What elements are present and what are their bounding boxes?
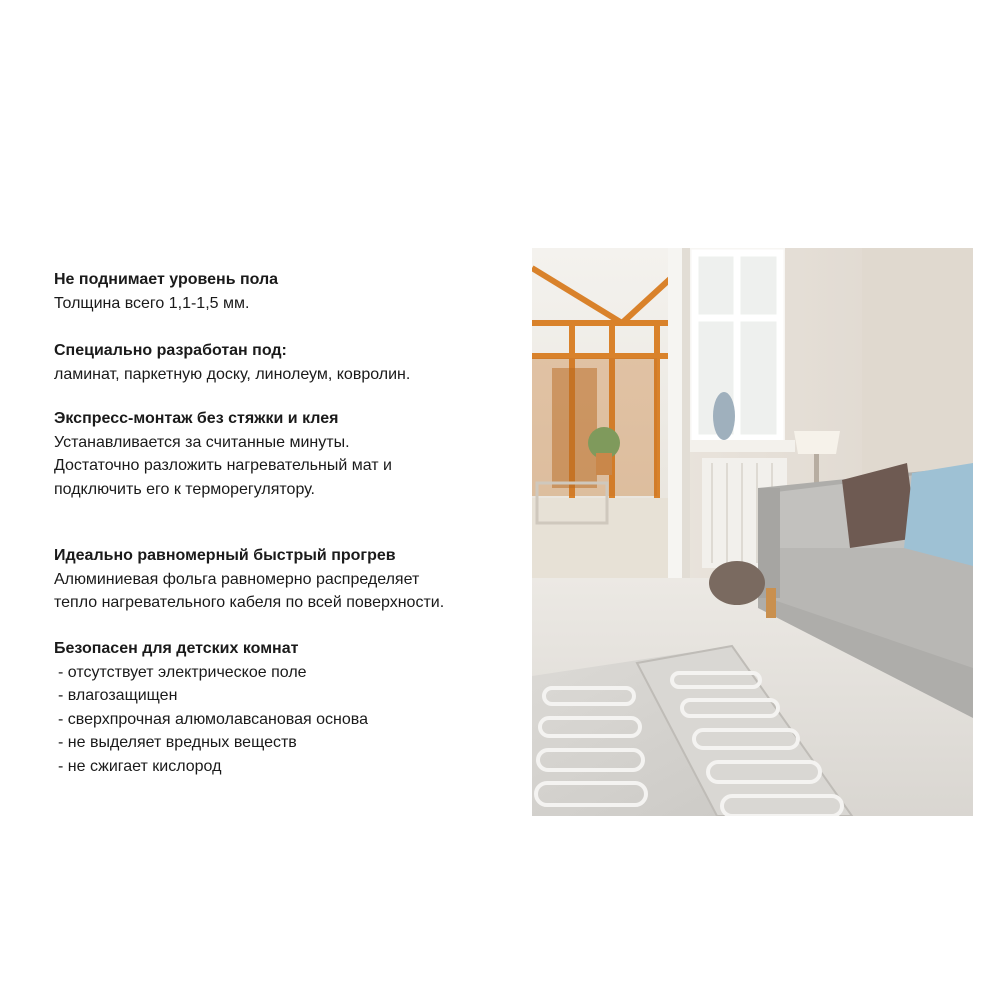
feature-line: тепло нагревательного кабеля по всей поверхности. xyxy=(54,594,445,611)
feature-line: ламинат, паркетную доску, линолеум, ковролин. xyxy=(54,365,411,383)
list-item: - сверхпрочная алюмолавсановая основа xyxy=(58,710,368,728)
feature-line: Достаточно разложить нагревательный мат и xyxy=(54,457,392,474)
room-illustration xyxy=(532,248,973,816)
feature-express-install xyxy=(54,407,392,501)
feature-child-safe xyxy=(54,637,368,778)
list-item: - влагозащищен xyxy=(58,687,178,704)
feature-title: Не поднимает уровень пола xyxy=(54,271,279,288)
feature-designed-for xyxy=(54,339,410,386)
list-item: - не сжигает кислород xyxy=(58,757,222,775)
list-item: - не выделяет вредных веществ xyxy=(58,734,297,751)
safety-list xyxy=(54,661,368,779)
feature-line: Устанавливается за считанные минуты. xyxy=(54,433,350,451)
feature-line: Алюминиевая фольга равномерно распределяет xyxy=(54,570,420,588)
feature-line: подключить его к терморегулятору. xyxy=(54,480,315,498)
feature-title: Идеально равномерный быстрый прогрев xyxy=(54,547,396,564)
feature-title: Специально разработан под: xyxy=(54,342,287,359)
feature-line: Толщина всего 1,1-1,5 мм. xyxy=(54,294,250,312)
room-photo xyxy=(532,248,973,816)
list-item: - отсутствует электрическое поле xyxy=(58,663,307,681)
feature-title: Экспресс-монтаж без стяжки и клея xyxy=(54,410,339,427)
feature-even-heating xyxy=(54,544,444,615)
feature-title: Безопасен для детских комнат xyxy=(54,640,299,657)
feature-floor-level xyxy=(54,268,278,315)
